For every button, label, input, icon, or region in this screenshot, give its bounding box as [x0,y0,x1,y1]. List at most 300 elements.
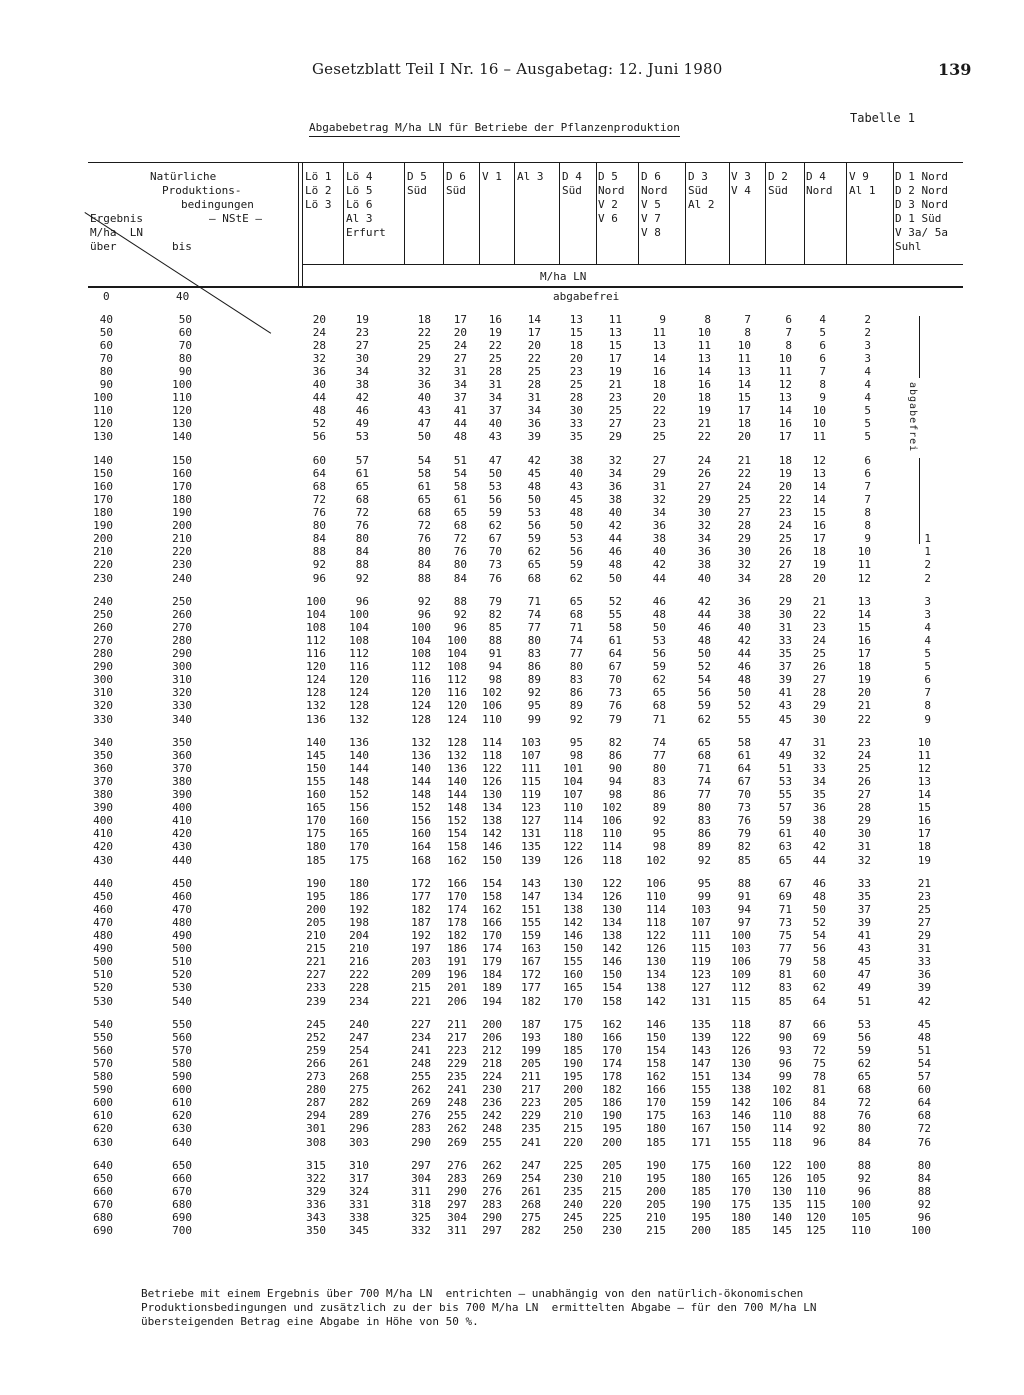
cell-value: 154 [602,981,622,995]
column-header: D 1 Nord D 2 Nord D 3 Nord D 1 Süd V 3a/ 5a Suhl [895,170,948,253]
cell-bis: 590 [172,1070,192,1084]
cell-value: 22 [737,467,751,481]
cell-value: 38 [652,532,666,546]
cell-value: 255 [447,1109,467,1123]
cell-value: 31 [488,378,502,392]
cell-value: 45 [527,467,541,481]
cell-value: 96 [453,621,467,635]
cell-value: 49 [857,981,871,995]
cell-value: 89 [569,699,583,713]
cell-value: 29 [608,430,622,444]
cell-value: 33 [812,762,826,776]
cell-value: 53 [569,532,583,546]
cell-value: 104 [411,634,431,648]
cell-value: 196 [447,968,467,982]
cell-value: 276 [411,1109,431,1123]
cell-value: 30 [697,506,711,520]
cell-value: 116 [411,673,431,687]
cell-value: 268 [521,1198,541,1212]
cell-value: 130 [772,1185,792,1199]
cell-value: 215 [306,942,326,956]
cell-value: 296 [349,1122,369,1136]
cell-bis: 640 [172,1135,192,1149]
cell-value: 36 [917,968,931,982]
cell-bis: 510 [172,955,192,969]
cell-value: 84 [812,1096,826,1110]
cell-value: 29 [417,352,431,366]
cell-value: 170 [349,840,369,854]
cell-value: 80 [652,762,666,776]
cell-value: 4 [864,378,871,392]
cell-value: 90 [778,1031,792,1045]
cell-value: 100 [349,608,369,621]
cell-value: 182 [447,929,467,943]
cell-value: 11 [857,558,871,572]
cell-value: 118 [482,749,502,762]
cell-value: 239 [306,994,326,1008]
cell-value: 127 [521,814,541,828]
cell-value: 23 [608,391,622,405]
cell-value: 40 [488,417,502,431]
cell-value: 172 [521,968,541,982]
cell-value: 114 [602,840,622,854]
cell-value: 10 [812,404,826,418]
cell-value: 68 [312,480,326,494]
cell-value: 159 [521,929,541,943]
cell-value: 106 [646,877,666,890]
cell-value: 158 [447,840,467,854]
cell-value: 9 [924,712,931,726]
cell-value: 28 [857,801,871,815]
cell-value: 24 [812,634,826,648]
cell-value: 32 [417,365,431,379]
cell-value: 110 [851,1224,871,1238]
cell-value: 162 [482,903,502,917]
cell-value: 255 [411,1070,431,1084]
cell-bis: 180 [172,493,192,507]
cell-value: 92 [453,608,467,621]
cell-value: 118 [563,827,583,841]
cell-ueber: 450 [93,890,113,904]
cell-value: 104 [447,647,467,661]
table-row [0,929,1024,942]
cell-value: 160 [563,968,583,982]
cell-value: 112 [411,660,431,674]
cell-bis: 210 [172,532,192,546]
cell-value: 8 [744,326,751,340]
cell-value: 175 [731,1198,751,1212]
cell-bis: 450 [172,877,192,890]
cell-value: 21 [697,417,711,431]
cell-value: 5 [819,326,826,340]
cell-value: 54 [697,673,711,687]
cell-value: 150 [482,853,502,867]
cell-value: 217 [521,1083,541,1097]
cell-value: 180 [691,1172,711,1186]
cell-ueber: 120 [93,417,113,431]
cell-bis: 460 [172,890,192,904]
cell-value: 22 [812,608,826,621]
cell-value: 42 [652,558,666,572]
cell-value: 43 [488,430,502,444]
table-row [0,890,1024,903]
cell-value: 331 [349,1198,369,1212]
cell-value: 78 [812,1070,826,1084]
cell-value: 195 [563,1070,583,1084]
cell-value: 13 [697,352,711,366]
cell-bis: 70 [178,339,192,353]
cell-value: 190 [306,877,326,890]
cell-value: 145 [306,749,326,762]
cell-value: 46 [608,545,622,559]
cell-bis: 330 [172,699,192,713]
cell-value: 241 [521,1135,541,1149]
table-row [0,1057,1024,1070]
cell-value: 6 [864,467,871,481]
table-row [0,1136,1024,1149]
column-header: D 5 Süd [407,170,427,197]
cell-value: 34 [608,467,622,481]
cell-value: 192 [349,903,369,917]
cell-value: 42 [697,595,711,608]
cell-ueber: 520 [93,981,113,995]
cell-value: 175 [349,853,369,867]
cell-value: 140 [411,762,431,776]
cell-bis: 60 [178,326,192,340]
cell-value: 88 [917,1185,931,1199]
table-row [0,595,1024,608]
cell-value: 138 [646,981,666,995]
cell-value: 338 [349,1211,369,1225]
cell-value: 160 [306,788,326,802]
cell-value: 23 [778,506,792,520]
cell-value: 50 [812,903,826,917]
cell-value: 55 [608,608,622,621]
cell-value: 65 [778,853,792,867]
cell-value: 27 [453,352,467,366]
cell-value: 67 [488,532,502,546]
cell-bis: 550 [172,1018,192,1031]
cell-value: 10 [917,736,931,749]
cell-value: 65 [652,686,666,700]
cell-value: 17 [453,313,467,326]
cell-value: 6 [819,352,826,366]
cell-value: 20 [312,313,326,326]
cell-value: 131 [521,827,541,841]
cell-value: 25 [569,378,583,392]
cell-value: 59 [778,814,792,828]
cell-value: 65 [355,480,369,494]
cell-value: 189 [482,981,502,995]
cell-value: 76 [857,1109,871,1123]
cell-value: 318 [411,1198,431,1212]
cell-value: 114 [646,903,666,917]
cell-value: 86 [527,660,541,674]
cell-value: 56 [312,430,326,444]
cell-value: 91 [737,890,751,904]
abgabefrei-vertical-label: abgabefrei [907,382,918,453]
cell-value: 11 [608,313,622,326]
cell-value: 6 [785,313,792,326]
cell-value: 34 [355,365,369,379]
cell-bis: 90 [178,365,192,379]
cell-value: 95 [652,827,666,841]
cell-value: 18 [857,660,871,674]
cell-value: 8 [819,378,826,392]
cell-value: 88 [355,558,369,572]
cell-value: 1 [924,532,931,546]
cell-value: 44 [312,391,326,405]
cell-ueber: 680 [93,1211,113,1225]
cell-value: 47 [857,968,871,982]
cell-value: 73 [608,686,622,700]
cell-value: 33 [917,955,931,969]
cell-value: 8 [785,339,792,353]
cell-value: 22 [857,712,871,726]
cell-value: 10 [697,326,711,340]
cell-value: 119 [691,955,711,969]
cell-value: 345 [349,1224,369,1238]
cell-value: 297 [447,1198,467,1212]
cell-value: 5 [864,430,871,444]
cell-value: 14 [812,480,826,494]
cell-value: 51 [857,994,871,1008]
cell-value: 84 [312,532,326,546]
cell-value: 162 [447,853,467,867]
table-row [0,968,1024,981]
cell-value: 38 [737,608,751,621]
cell-value: 27 [355,339,369,353]
cell-value: 130 [563,877,583,890]
cell-value: 58 [417,467,431,481]
cell-value: 211 [447,1018,467,1031]
cell-value: 99 [527,712,541,726]
cell-value: 80 [857,1122,871,1136]
cell-value: 210 [349,942,369,956]
cell-value: 155 [306,775,326,789]
cell-value: 59 [697,699,711,713]
cell-value: 233 [306,981,326,995]
column-divider [638,162,639,264]
cell-value: 61 [355,467,369,481]
cell-value: 49 [778,749,792,762]
cell-value: 71 [778,903,792,917]
cell-value: 144 [349,762,369,776]
table-row [0,660,1024,673]
cell-value: 172 [411,877,431,890]
cell-value: 23 [569,365,583,379]
table-row [0,1096,1024,1109]
cell-ueber: 490 [93,942,113,956]
cell-value: 190 [563,1057,583,1071]
cell-value: 13 [652,339,666,353]
cell-value: 70 [737,788,751,802]
cell-value: 283 [482,1198,502,1212]
cell-bis: 410 [172,814,192,828]
cell-value: 88 [488,634,502,648]
cell-value: 56 [697,686,711,700]
cell-value: 80 [355,532,369,546]
column-divider [479,162,480,264]
table-row [0,634,1024,647]
cell-value: 11 [697,339,711,353]
cell-value: 289 [349,1109,369,1123]
cell-bis: 80 [178,352,192,366]
cell-value: 45 [917,1018,931,1031]
cell-value: 180 [563,1031,583,1045]
cell-value: 261 [349,1057,369,1071]
cell-value: 3 [864,339,871,353]
cell-value: 200 [691,1224,711,1238]
cell-value: 170 [646,1096,666,1110]
cell-value: 88 [812,1109,826,1123]
cell-value: 104 [563,775,583,789]
cell-value: 79 [737,827,751,841]
column-divider [343,162,344,264]
cell-value: 37 [857,903,871,917]
cell-value: 122 [772,1159,792,1172]
cell-value: 18 [652,378,666,392]
cell-value: 175 [306,827,326,841]
cell-bis: 190 [172,506,192,520]
cell-value: 132 [411,736,431,749]
cell-value: 250 [563,1224,583,1238]
column-divider [404,162,405,264]
cell-value: 170 [731,1185,751,1199]
cell-value: 12 [857,571,871,585]
unit-label: M/ha LN [540,270,587,283]
cell-value: 18 [812,545,826,559]
cell-value: 216 [349,955,369,969]
cell-value: 56 [569,545,583,559]
cell-value: 32 [608,454,622,467]
cell-value: 94 [608,775,622,789]
cell-value: 174 [482,942,502,956]
cell-value: 187 [521,1018,541,1031]
cell-value: 25 [812,647,826,661]
table-row [0,788,1024,801]
cell-value: 195 [602,1122,622,1136]
cell-value: 2 [924,558,931,572]
cell-bis: 320 [172,686,192,700]
cell-value: 39 [917,981,931,995]
cell-bis: 500 [172,942,192,956]
cell-value: 36 [312,365,326,379]
cell-value: 24 [857,749,871,762]
cell-value: 53 [527,506,541,520]
cell-value: 36 [812,801,826,815]
cell-value: 68 [857,1083,871,1097]
cell-value: 62 [569,571,583,585]
cell-value: 92 [527,686,541,700]
cell-value: 44 [453,417,467,431]
cell-value: 51 [453,454,467,467]
cell-value: 46 [652,595,666,608]
cell-value: 99 [697,890,711,904]
cell-value: 61 [608,634,622,648]
cell-value: 180 [306,840,326,854]
cell-value: 107 [563,788,583,802]
cell-ueber: 200 [93,532,113,546]
cell-value: 15 [569,326,583,340]
cell-value: 245 [563,1211,583,1225]
cell-value: 205 [602,1159,622,1172]
cell-value: 182 [521,994,541,1008]
cell-value: 48 [737,673,751,687]
cell-value: 273 [306,1070,326,1084]
cell-value: 92 [355,571,369,585]
cell-value: 110 [602,827,622,841]
cell-value: 32 [312,352,326,366]
cell-value: 171 [691,1135,711,1149]
cell-value: 107 [691,916,711,930]
cell-value: 30 [778,608,792,621]
cell-value: 25 [917,903,931,917]
cell-value: 221 [411,994,431,1008]
cell-value: 64 [737,762,751,776]
cell-value: 31 [527,391,541,405]
cell-value: 92 [917,1198,931,1212]
table-row [0,801,1024,814]
cell-value: 205 [306,916,326,930]
cell-value: 20 [652,391,666,405]
cell-value: 9 [659,313,666,326]
cell-value: 16 [857,634,871,648]
table-row [0,699,1024,712]
cell-value: 155 [691,1083,711,1097]
cell-value: 60 [312,454,326,467]
cell-value: 110 [482,712,502,726]
stub-unit: M/ha LN [90,226,143,239]
stub-line-4: – NStE – [209,212,262,225]
cell-value: 51 [917,1044,931,1058]
cell-value: 5 [864,404,871,418]
cell-value: 65 [527,558,541,572]
cell-value: 174 [447,903,467,917]
cell-value: 7 [785,326,792,340]
cell-value: 32 [652,493,666,507]
cell-value: 2 [864,313,871,326]
cell-value: 19 [608,365,622,379]
column-header: Lö 1 Lö 2 Lö 3 [305,170,332,211]
cell-bis: 110 [172,391,192,405]
cell-value: 112 [731,981,751,995]
cell-value: 65 [417,493,431,507]
cell-ueber: 130 [93,430,113,444]
cell-value: 60 [917,1083,931,1097]
cell-bis: 470 [172,903,192,917]
cell-value: 5 [924,647,931,661]
cell-value: 11 [737,352,751,366]
cell-value: 92 [652,814,666,828]
cell-value: 48 [812,890,826,904]
cell-value: 22 [488,339,502,353]
cell-value: 18 [917,840,931,854]
cell-value: 163 [521,942,541,956]
cell-value: 190 [646,1159,666,1172]
cell-value: 82 [608,736,622,749]
cell-value: 25 [652,430,666,444]
cell-value: 192 [411,929,431,943]
cell-ueber: 660 [93,1185,113,1199]
cell-value: 102 [646,853,666,867]
cell-value: 65 [453,506,467,520]
cell-bis: 350 [172,736,192,749]
cell-ueber: 330 [93,712,113,726]
cell-bis: 170 [172,480,192,494]
cell-value: 275 [521,1211,541,1225]
cell-value: 32 [857,853,871,867]
